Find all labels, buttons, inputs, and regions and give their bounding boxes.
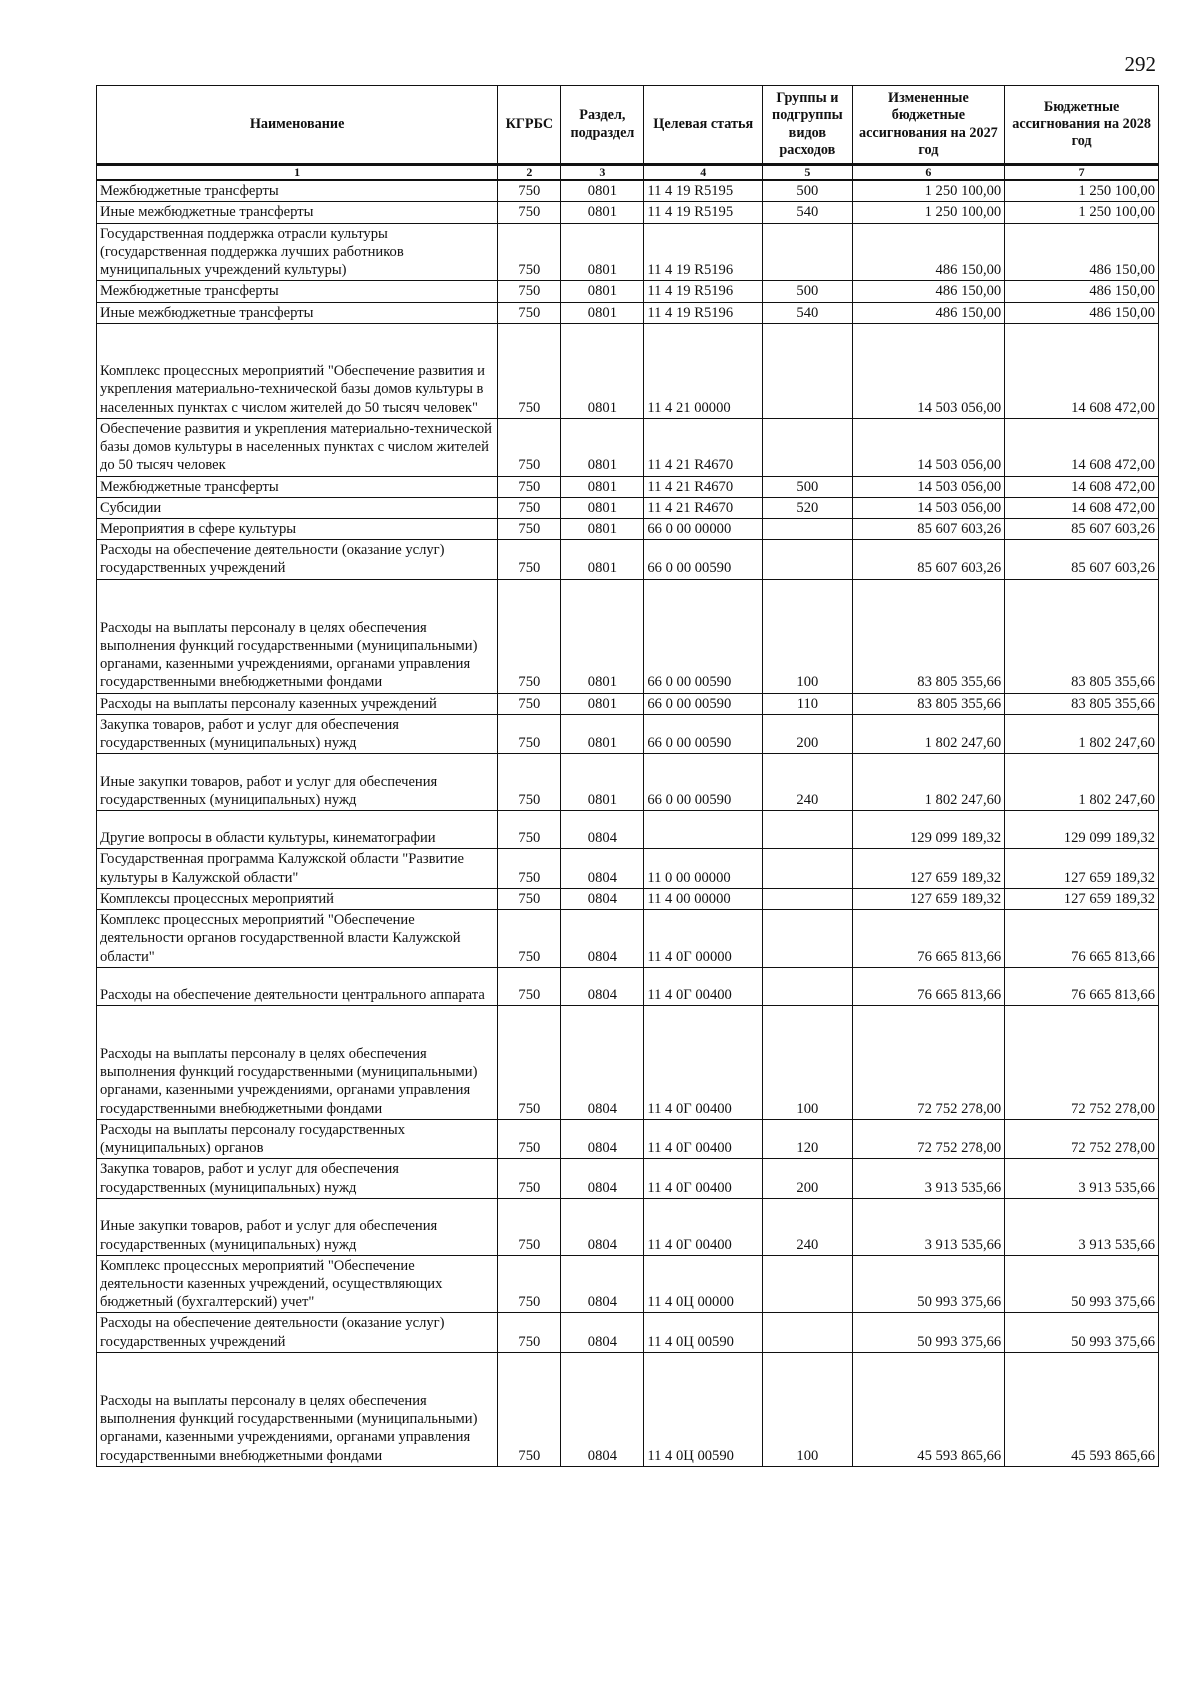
row-name: Субсидии <box>97 497 498 518</box>
row-amount-2028: 76 665 813,66 <box>1005 910 1159 968</box>
row-section: 0801 <box>561 418 644 476</box>
table-row <box>97 1005 1159 1119</box>
row-amount-2028: 72 752 278,00 <box>1005 1005 1159 1119</box>
row-section: 0801 <box>561 519 644 540</box>
row-expense-group <box>763 1255 852 1313</box>
row-section: 0804 <box>561 1352 644 1466</box>
row-target-article: 11 4 0Ц 00590 <box>644 1352 763 1466</box>
row-kgrbs: 750 <box>498 202 561 223</box>
row-amount-2027: 1 802 247,60 <box>852 754 1005 811</box>
row-amount-2027: 14 503 056,00 <box>852 418 1005 476</box>
row-kgrbs: 750 <box>498 323 561 418</box>
table-row <box>97 1352 1159 1466</box>
table-row <box>97 519 1159 540</box>
row-section: 0801 <box>561 754 644 811</box>
row-kgrbs: 750 <box>498 418 561 476</box>
row-target-article: 11 4 0Г 00000 <box>644 910 763 968</box>
row-amount-2028: 1 250 100,00 <box>1005 202 1159 223</box>
row-amount-2027: 14 503 056,00 <box>852 497 1005 518</box>
row-target-article: 11 4 0Г 00400 <box>644 967 763 1005</box>
row-amount-2027: 45 593 865,66 <box>852 1352 1005 1466</box>
row-section: 0801 <box>561 497 644 518</box>
row-amount-2027: 129 099 189,32 <box>852 811 1005 849</box>
row-kgrbs: 750 <box>498 1119 561 1158</box>
row-amount-2027: 3 913 535,66 <box>852 1159 1005 1198</box>
row-target-article: 66 0 00 00590 <box>644 754 763 811</box>
row-section: 0804 <box>561 849 644 888</box>
row-amount-2028: 486 150,00 <box>1005 223 1159 281</box>
row-name: Закупка товаров, работ и услуг для обеспечения государственных (муниципальных) нужд <box>97 1159 498 1198</box>
row-kgrbs: 750 <box>498 1313 561 1352</box>
table-row <box>97 1198 1159 1255</box>
table-row <box>97 497 1159 518</box>
row-expense-group: 200 <box>763 714 852 753</box>
page-number: 292 <box>1124 52 1156 76</box>
table-row <box>97 1159 1159 1198</box>
table-row <box>97 849 1159 888</box>
row-amount-2028: 3 913 535,66 <box>1005 1198 1159 1255</box>
row-section: 0801 <box>561 714 644 753</box>
row-kgrbs: 750 <box>498 811 561 849</box>
row-kgrbs: 750 <box>498 180 561 202</box>
col-number: 1 <box>97 165 498 181</box>
row-expense-group <box>763 323 852 418</box>
table-row <box>97 476 1159 497</box>
row-name: Расходы на обеспечение деятельности (оказание услуг) государственных учреждений <box>97 540 498 579</box>
row-amount-2027: 486 150,00 <box>852 302 1005 323</box>
row-name: Расходы на выплаты персоналу в целях обеспечения выполнения функций государственными (муниципальными) органами, казенными учреждениями, органами управления государственными внебюджетными фондами <box>97 1352 498 1466</box>
row-section: 0801 <box>561 693 644 714</box>
row-amount-2028: 45 593 865,66 <box>1005 1352 1159 1466</box>
table-row <box>97 1313 1159 1352</box>
row-name: Комплекс процессных мероприятий "Обеспечение деятельности органов государственной власти Калужской области" <box>97 910 498 968</box>
table-row <box>97 540 1159 579</box>
row-section: 0804 <box>561 1313 644 1352</box>
row-expense-group: 100 <box>763 1352 852 1466</box>
row-section: 0804 <box>561 1119 644 1158</box>
table-row <box>97 302 1159 323</box>
row-amount-2028: 85 607 603,26 <box>1005 540 1159 579</box>
row-amount-2027: 85 607 603,26 <box>852 519 1005 540</box>
row-name: Расходы на выплаты персоналу в целях обеспечения выполнения функций государственными (муниципальными) органами, казенными учреждениями, органами управления государственными внебюджетными фондами <box>97 1005 498 1119</box>
row-amount-2027: 76 665 813,66 <box>852 967 1005 1005</box>
row-amount-2027: 83 805 355,66 <box>852 693 1005 714</box>
row-kgrbs: 750 <box>498 519 561 540</box>
row-target-article: 11 4 19 R5195 <box>644 202 763 223</box>
row-amount-2027: 85 607 603,26 <box>852 540 1005 579</box>
table-row <box>97 888 1159 909</box>
row-amount-2027: 486 150,00 <box>852 223 1005 281</box>
row-kgrbs: 750 <box>498 476 561 497</box>
col-header-name: Наименование <box>97 86 498 165</box>
row-kgrbs: 750 <box>498 888 561 909</box>
table-row <box>97 281 1159 302</box>
row-amount-2027: 72 752 278,00 <box>852 1005 1005 1119</box>
row-name: Другие вопросы в области культуры, кинематографии <box>97 811 498 849</box>
row-kgrbs: 750 <box>498 540 561 579</box>
col-header-kgrbs: КГРБС <box>498 86 561 165</box>
row-expense-group <box>763 223 852 281</box>
table-row <box>97 693 1159 714</box>
row-amount-2028: 3 913 535,66 <box>1005 1159 1159 1198</box>
row-name: Мероприятия в сфере культуры <box>97 519 498 540</box>
row-expense-group: 540 <box>763 302 852 323</box>
row-section: 0804 <box>561 967 644 1005</box>
row-target-article: 11 4 0Г 00400 <box>644 1005 763 1119</box>
table-row <box>97 579 1159 693</box>
row-expense-group: 110 <box>763 693 852 714</box>
row-name: Расходы на выплаты персоналу государственных (муниципальных) органов <box>97 1119 498 1158</box>
row-target-article: 11 4 00 00000 <box>644 888 763 909</box>
table-row <box>97 1255 1159 1313</box>
row-section: 0801 <box>561 476 644 497</box>
table-row <box>97 811 1159 849</box>
row-amount-2027: 14 503 056,00 <box>852 476 1005 497</box>
row-amount-2027: 50 993 375,66 <box>852 1313 1005 1352</box>
row-expense-group: 520 <box>763 497 852 518</box>
col-number: 6 <box>852 165 1005 181</box>
row-amount-2028: 14 608 472,00 <box>1005 418 1159 476</box>
col-header-group: Группы и подгруппы видов расходов <box>763 86 852 165</box>
row-section: 0801 <box>561 281 644 302</box>
row-expense-group <box>763 967 852 1005</box>
row-name: Комплекс процессных мероприятий "Обеспечение развития и укрепления материально-технической базы домов культуры в населенных пунктах с числом жителей до 50 тысяч человек" <box>97 323 498 418</box>
table-body <box>97 180 1159 1466</box>
table-row <box>97 202 1159 223</box>
row-expense-group: 100 <box>763 579 852 693</box>
row-expense-group <box>763 540 852 579</box>
row-expense-group <box>763 849 852 888</box>
row-amount-2027: 486 150,00 <box>852 281 1005 302</box>
row-target-article: 66 0 00 00590 <box>644 540 763 579</box>
row-amount-2028: 50 993 375,66 <box>1005 1313 1159 1352</box>
row-target-article: 11 4 19 R5196 <box>644 281 763 302</box>
row-name: Межбюджетные трансферты <box>97 180 498 202</box>
row-amount-2028: 1 802 247,60 <box>1005 754 1159 811</box>
row-kgrbs: 750 <box>498 754 561 811</box>
row-name: Иные межбюджетные трансферты <box>97 302 498 323</box>
row-expense-group: 540 <box>763 202 852 223</box>
row-expense-group <box>763 418 852 476</box>
row-section: 0804 <box>561 1159 644 1198</box>
col-number: 7 <box>1005 165 1159 181</box>
row-name: Расходы на обеспечение деятельности центрального аппарата <box>97 967 498 1005</box>
row-name: Иные межбюджетные трансферты <box>97 202 498 223</box>
row-kgrbs: 750 <box>498 579 561 693</box>
row-target-article: 11 4 0Ц 00000 <box>644 1255 763 1313</box>
row-expense-group: 200 <box>763 1159 852 1198</box>
row-kgrbs: 750 <box>498 497 561 518</box>
row-expense-group <box>763 910 852 968</box>
row-amount-2028: 83 805 355,66 <box>1005 579 1159 693</box>
row-kgrbs: 750 <box>498 1159 561 1198</box>
col-header-amount-2027: Измененные бюджетные ассигнования на 2027 год <box>852 86 1005 165</box>
row-amount-2027: 1 802 247,60 <box>852 714 1005 753</box>
row-target-article <box>644 811 763 849</box>
row-target-article: 11 4 21 00000 <box>644 323 763 418</box>
row-section: 0801 <box>561 223 644 281</box>
row-target-article: 66 0 00 00590 <box>644 579 763 693</box>
row-expense-group <box>763 1313 852 1352</box>
row-target-article: 11 0 00 00000 <box>644 849 763 888</box>
row-kgrbs: 750 <box>498 1005 561 1119</box>
row-target-article: 66 0 00 00590 <box>644 693 763 714</box>
row-expense-group: 240 <box>763 754 852 811</box>
row-name: Комплексы процессных мероприятий <box>97 888 498 909</box>
row-expense-group <box>763 888 852 909</box>
row-section: 0804 <box>561 1255 644 1313</box>
row-name: Иные закупки товаров, работ и услуг для обеспечения государственных (муниципальных) нужд <box>97 754 498 811</box>
row-target-article: 11 4 0Г 00400 <box>644 1198 763 1255</box>
row-section: 0804 <box>561 888 644 909</box>
row-expense-group: 100 <box>763 1005 852 1119</box>
table-row <box>97 323 1159 418</box>
row-section: 0801 <box>561 540 644 579</box>
row-amount-2027: 1 250 100,00 <box>852 180 1005 202</box>
row-amount-2027: 3 913 535,66 <box>852 1198 1005 1255</box>
row-expense-group: 120 <box>763 1119 852 1158</box>
row-target-article: 11 4 0Г 00400 <box>644 1159 763 1198</box>
row-expense-group <box>763 811 852 849</box>
row-section: 0801 <box>561 202 644 223</box>
budget-table <box>96 85 1159 1467</box>
col-number: 4 <box>644 165 763 181</box>
row-amount-2027: 50 993 375,66 <box>852 1255 1005 1313</box>
row-section: 0801 <box>561 323 644 418</box>
row-kgrbs: 750 <box>498 714 561 753</box>
row-amount-2028: 129 099 189,32 <box>1005 811 1159 849</box>
header-row <box>97 86 1159 165</box>
table-row <box>97 418 1159 476</box>
row-amount-2028: 72 752 278,00 <box>1005 1119 1159 1158</box>
row-amount-2028: 127 659 189,32 <box>1005 888 1159 909</box>
row-kgrbs: 750 <box>498 693 561 714</box>
row-kgrbs: 750 <box>498 910 561 968</box>
table-row <box>97 1119 1159 1158</box>
table-row <box>97 223 1159 281</box>
row-kgrbs: 750 <box>498 967 561 1005</box>
row-name: Расходы на выплаты персоналу казенных учреждений <box>97 693 498 714</box>
table-row <box>97 714 1159 753</box>
col-header-amount-2028: Бюджетные ассигнования на 2028 год <box>1005 86 1159 165</box>
row-amount-2027: 14 503 056,00 <box>852 323 1005 418</box>
row-kgrbs: 750 <box>498 1255 561 1313</box>
row-amount-2028: 14 608 472,00 <box>1005 323 1159 418</box>
row-name: Расходы на обеспечение деятельности (оказание услуг) государственных учреждений <box>97 1313 498 1352</box>
row-section: 0804 <box>561 1005 644 1119</box>
row-amount-2028: 486 150,00 <box>1005 302 1159 323</box>
row-target-article: 66 0 00 00000 <box>644 519 763 540</box>
row-target-article: 11 4 21 R4670 <box>644 418 763 476</box>
row-section: 0801 <box>561 302 644 323</box>
row-name: Расходы на выплаты персоналу в целях обеспечения выполнения функций государственными (муниципальными) органами, казенными учреждениями, органами управления государственными внебюджетными фондами <box>97 579 498 693</box>
table-row <box>97 910 1159 968</box>
row-name: Иные закупки товаров, работ и услуг для обеспечения государственных (муниципальных) нужд <box>97 1198 498 1255</box>
col-number: 5 <box>763 165 852 181</box>
row-expense-group <box>763 519 852 540</box>
row-amount-2027: 127 659 189,32 <box>852 888 1005 909</box>
table-row <box>97 180 1159 202</box>
row-target-article: 11 4 0Г 00400 <box>644 1119 763 1158</box>
table-row <box>97 754 1159 811</box>
row-expense-group: 500 <box>763 476 852 497</box>
table-row <box>97 967 1159 1005</box>
row-amount-2028: 76 665 813,66 <box>1005 967 1159 1005</box>
row-amount-2028: 1 802 247,60 <box>1005 714 1159 753</box>
row-name: Межбюджетные трансферты <box>97 476 498 497</box>
row-target-article: 11 4 21 R4670 <box>644 497 763 518</box>
row-kgrbs: 750 <box>498 1198 561 1255</box>
row-section: 0804 <box>561 910 644 968</box>
row-amount-2028: 83 805 355,66 <box>1005 693 1159 714</box>
row-kgrbs: 750 <box>498 281 561 302</box>
row-name: Государственная программа Калужской области "Развитие культуры в Калужской области" <box>97 849 498 888</box>
col-number: 3 <box>561 165 644 181</box>
row-amount-2027: 1 250 100,00 <box>852 202 1005 223</box>
row-target-article: 66 0 00 00590 <box>644 714 763 753</box>
row-section: 0804 <box>561 1198 644 1255</box>
row-kgrbs: 750 <box>498 849 561 888</box>
row-target-article: 11 4 0Ц 00590 <box>644 1313 763 1352</box>
row-amount-2027: 76 665 813,66 <box>852 910 1005 968</box>
column-number-row <box>97 165 1159 181</box>
row-name: Комплекс процессных мероприятий "Обеспечение деятельности казенных учреждений, осуществляющих бюджетный (бухгалтерский) учет" <box>97 1255 498 1313</box>
row-amount-2028: 486 150,00 <box>1005 281 1159 302</box>
row-amount-2027: 83 805 355,66 <box>852 579 1005 693</box>
row-kgrbs: 750 <box>498 302 561 323</box>
row-section: 0801 <box>561 180 644 202</box>
row-kgrbs: 750 <box>498 1352 561 1466</box>
row-target-article: 11 4 21 R4670 <box>644 476 763 497</box>
col-header-target: Целевая статья <box>644 86 763 165</box>
row-expense-group: 240 <box>763 1198 852 1255</box>
row-name: Государственная поддержка отрасли культуры (государственная поддержка лучших работников муниципальных учреждений культуры) <box>97 223 498 281</box>
row-name: Закупка товаров, работ и услуг для обеспечения государственных (муниципальных) нужд <box>97 714 498 753</box>
row-amount-2028: 50 993 375,66 <box>1005 1255 1159 1313</box>
row-amount-2028: 1 250 100,00 <box>1005 180 1159 202</box>
row-amount-2027: 127 659 189,32 <box>852 849 1005 888</box>
row-amount-2028: 85 607 603,26 <box>1005 519 1159 540</box>
row-name: Обеспечение развития и укрепления материально-технической базы домов культуры в населенных пунктах с числом жителей до 50 тысяч человек <box>97 418 498 476</box>
row-name: Межбюджетные трансферты <box>97 281 498 302</box>
row-section: 0804 <box>561 811 644 849</box>
row-section: 0801 <box>561 579 644 693</box>
row-amount-2027: 72 752 278,00 <box>852 1119 1005 1158</box>
col-number: 2 <box>498 165 561 181</box>
row-amount-2028: 127 659 189,32 <box>1005 849 1159 888</box>
row-expense-group: 500 <box>763 281 852 302</box>
row-amount-2028: 14 608 472,00 <box>1005 476 1159 497</box>
row-target-article: 11 4 19 R5196 <box>644 223 763 281</box>
col-header-section: Раздел, подраздел <box>561 86 644 165</box>
row-amount-2028: 14 608 472,00 <box>1005 497 1159 518</box>
row-target-article: 11 4 19 R5196 <box>644 302 763 323</box>
row-target-article: 11 4 19 R5195 <box>644 180 763 202</box>
row-kgrbs: 750 <box>498 223 561 281</box>
row-expense-group: 500 <box>763 180 852 202</box>
